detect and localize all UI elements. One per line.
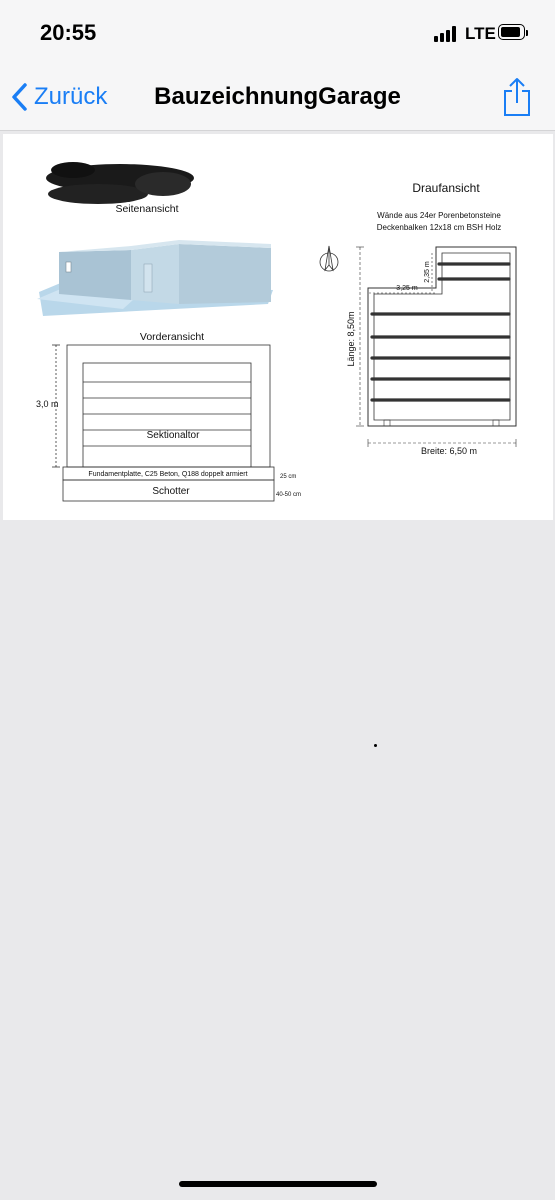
page-title: BauzeichnungGarage	[154, 83, 401, 110]
status-bar	[0, 0, 555, 64]
foundation-label: Fundamentplatte, C25 Beton, Q188 doppelt armiert	[88, 471, 248, 478]
redacted-title	[46, 162, 194, 204]
status-time: 20:55	[40, 20, 97, 45]
home-indicator[interactable]	[179, 1181, 377, 1187]
gravel-label: Schotter	[152, 486, 190, 497]
navigation-bar	[0, 64, 555, 131]
share-icon[interactable]	[500, 76, 534, 118]
beams-note: Deckenbalken 12x18 cm BSH Holz	[376, 223, 502, 232]
garage-3d-rendering	[37, 240, 273, 316]
door-label: Sektionaltor	[146, 430, 200, 441]
top-view-label: Draufansicht	[412, 181, 480, 195]
back-label: Zurück	[34, 83, 108, 110]
garage-drawing	[3, 134, 553, 520]
network-type: LTE	[465, 24, 496, 43]
width-dimension: Breite: 6,50 m	[420, 446, 478, 456]
height-dimension: 3,0 m	[36, 399, 59, 409]
notch-depth-dimension: 2,35 m	[424, 261, 431, 283]
notch-width-dimension: 3,25 m	[396, 285, 418, 292]
north-arrow-icon	[320, 246, 338, 271]
foundation-thickness: 25 cm	[280, 474, 297, 480]
front-view-label: Vorderansicht	[139, 331, 205, 343]
document-page	[3, 134, 553, 520]
walls-note: Wände aus 24er Porenbetonsteine	[377, 211, 501, 220]
side-view-label: Seitenansicht	[115, 203, 179, 215]
top-view-plan	[356, 247, 516, 447]
signal-strength-icon	[434, 26, 462, 42]
battery-icon	[498, 24, 530, 42]
length-dimension: Länge: 8,50m	[346, 311, 356, 367]
scroll-indicator	[374, 744, 377, 747]
gravel-thickness: 40-50 cm	[276, 492, 302, 498]
